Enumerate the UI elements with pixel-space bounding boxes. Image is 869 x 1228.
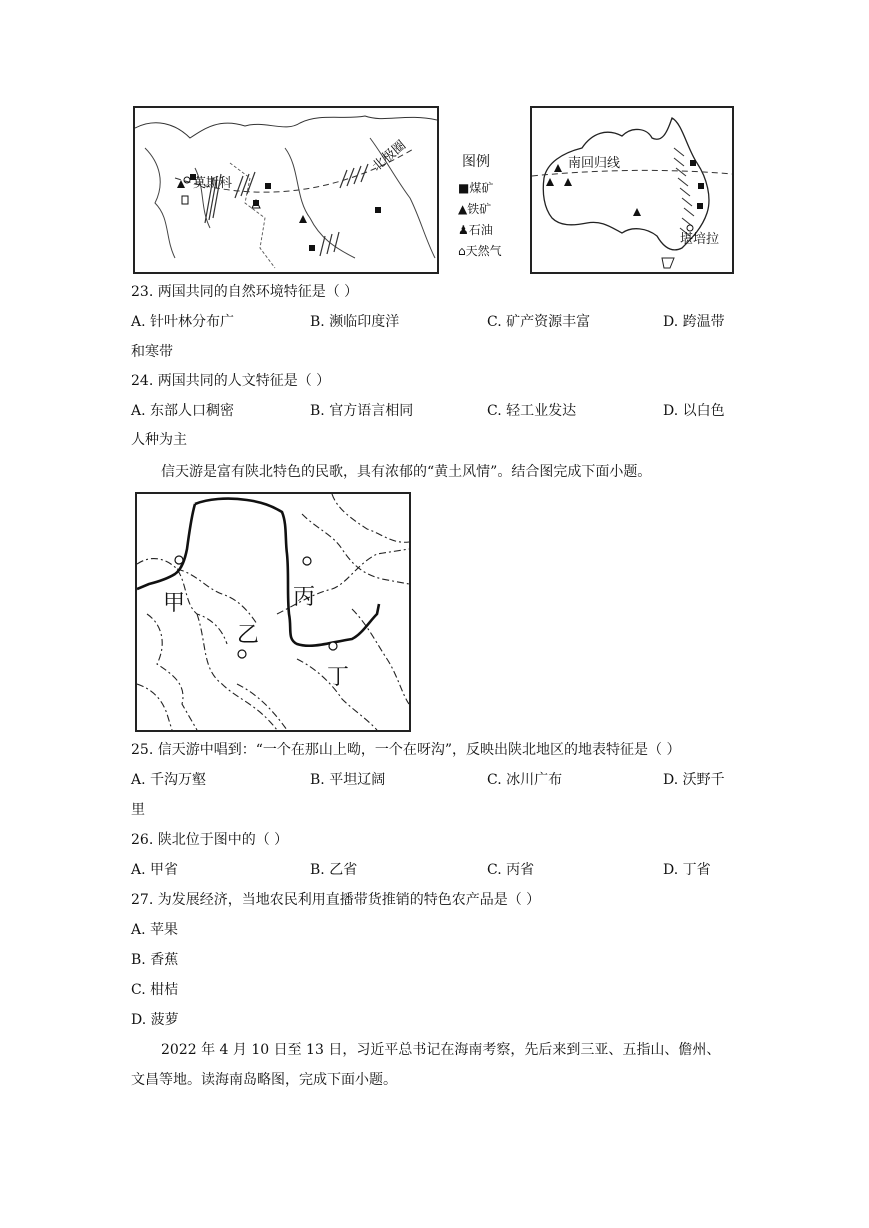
question-26-option-d: D. 丁省 [663, 862, 711, 878]
question-25-option-b: B. 平坦辽阔 [310, 772, 386, 788]
intro-xintianyou: 信天游是富有陕北特色的民歌，具有浓郁的“黄土风情”。结合图完成下面小题。 [161, 464, 652, 480]
city-marker-bing [303, 557, 311, 565]
question-25-option-d-wrap: 里 [131, 802, 145, 818]
oil-icon: ♟ [458, 223, 469, 237]
legend-gas-label: 天然气 [465, 244, 502, 258]
question-24-option-d: D. 以白色 [663, 403, 725, 419]
gas-icon: ⌂ [458, 244, 466, 258]
city-marker-jia [175, 556, 183, 564]
question-24-option-d-wrap: 人种为主 [131, 432, 187, 448]
moscow-marker [184, 177, 190, 183]
square-icon: ■ [458, 181, 470, 195]
question-24-option-b: B. 官方语言相同 [310, 403, 414, 419]
province-label-bing: 丙 [293, 585, 316, 610]
australia-map [530, 106, 734, 274]
canberra-label: 堪培拉 [680, 232, 720, 247]
gas-icon [182, 196, 188, 204]
question-23-stem: 23. 两国共同的自然环境特征是（ ） [131, 284, 359, 300]
triangle-icon: ▲ [458, 202, 468, 216]
coal-mine-icon [309, 245, 315, 251]
legend-coal [458, 179, 493, 196]
iron-mine-icon [299, 215, 307, 223]
question-27-option-d: D. 菠萝 [131, 1012, 179, 1028]
coal-mine-icon [375, 207, 381, 213]
question-24-option-a: A. 东部人口稠密 [131, 403, 235, 419]
question-26-option-c: C. 丙省 [487, 862, 535, 878]
question-26-stem: 26. 陕北位于图中的（ ） [131, 832, 289, 848]
city-marker-yi [238, 650, 246, 658]
coal-mine-icon [690, 160, 696, 166]
legend-iron-label: 铁矿 [467, 202, 492, 216]
legend-oil-label: 石油 [468, 223, 493, 237]
question-23-option-d-wrap: 和寒带 [131, 344, 173, 360]
question-23-option-b: B. 濒临印度洋 [310, 314, 400, 330]
legend-title: 图例 [462, 154, 490, 170]
moscow-label: 莫斯科 [193, 176, 233, 191]
question-25-option-a: A. 千沟万壑 [131, 772, 207, 788]
question-25-stem: 25. 信天游中唱到：“一个在那山上呦，一个在呀沟”，反映出陕北地区的地表特征是（ ） [131, 742, 681, 758]
question-24-option-c: C. 轻工业发达 [487, 403, 577, 419]
question-26-option-a: A. 甲省 [131, 862, 179, 878]
iron-mine-icon [564, 178, 572, 186]
question-26-option-b: B. 乙省 [310, 862, 358, 878]
iron-mine-icon [633, 208, 641, 216]
russia-map [133, 106, 439, 274]
coal-mine-icon [697, 203, 703, 209]
russia-map-drawing [135, 108, 437, 272]
legend-oil [458, 221, 493, 238]
province-label-ding: 丁 [327, 665, 350, 690]
legend-gas [458, 242, 502, 259]
question-25-option-c: C. 冰川广布 [487, 772, 563, 788]
province-map [135, 492, 411, 732]
question-23-option-c: C. 矿产资源丰富 [487, 314, 591, 330]
question-24-stem: 24. 两国共同的人文特征是（ ） [131, 373, 331, 389]
coal-mine-icon [265, 183, 271, 189]
question-27-option-b: B. 香蕉 [131, 952, 179, 968]
australia-map-drawing [532, 108, 732, 272]
question-23-option-d: D. 跨温带 [663, 314, 725, 330]
coal-mine-icon [698, 183, 704, 189]
province-label-yi: 乙 [237, 623, 260, 648]
arctic-circle-label: 北极圈 [369, 137, 410, 175]
question-27-option-a: A. 苹果 [131, 922, 179, 938]
intro-hainan-line1: 2022 年 4 月 10 日至 13 日，习近平总书记在海南考察，先后来到三亚、五指山、儋州、 [161, 1042, 721, 1058]
intro-hainan-line2: 文昌等地。读海南岛略图，完成下面小题。 [131, 1072, 397, 1088]
province-label-jia: 甲 [163, 591, 186, 616]
question-23-option-a: A. 针叶林分布广 [131, 314, 235, 330]
iron-mine-icon [546, 178, 554, 186]
city-marker-ding [329, 642, 337, 650]
question-25-option-d: D. 沃野千 [663, 772, 725, 788]
tropic-label: 南回归线 [568, 156, 621, 171]
legend-iron [458, 200, 491, 217]
iron-mine-icon [554, 164, 562, 172]
legend-coal-label: 煤矿 [469, 181, 494, 195]
question-27-option-c: C. 柑桔 [131, 982, 179, 998]
question-27-stem: 27. 为发展经济，当地农民利用直播带货推销的特色农产品是（ ） [131, 892, 541, 908]
